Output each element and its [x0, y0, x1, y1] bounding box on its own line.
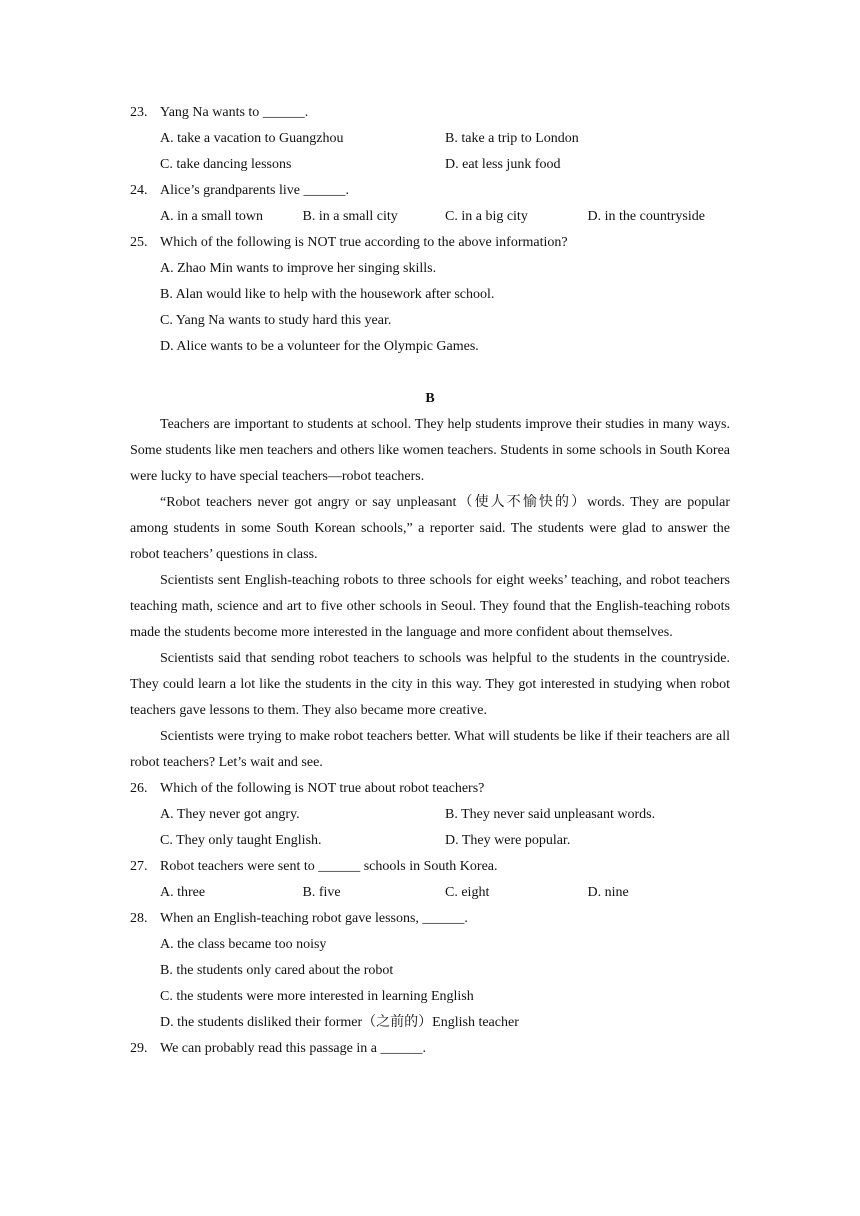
option-a: A. in a small town [160, 209, 264, 224]
option-b: B. Alan would like to help with the housework after school. [160, 287, 495, 302]
option-a: A. the class became too noisy [160, 937, 327, 952]
options-row [130, 802, 730, 828]
passage-paragraph: Teachers are important to students at school. They help students improve their studies in many ways. Some students like men teachers and others like women teachers. Students in some schools in South Korea were lucky to have special teachers—robot teachers. [130, 417, 730, 484]
question-stem: Yang Na wants to ______. [160, 105, 309, 120]
option-c: C. eight [445, 885, 490, 900]
option-c: C. take dancing lessons [160, 157, 292, 172]
option-d: D. eat less junk food [445, 157, 561, 172]
options-row [130, 880, 730, 906]
options-row [130, 828, 730, 854]
option-c: C. They only taught English. [160, 833, 322, 848]
question-29 [130, 1036, 730, 1062]
option-b: B. take a trip to London [445, 131, 579, 146]
option-c: C. Yang Na wants to study hard this year. [160, 313, 392, 328]
options-row [130, 152, 730, 178]
question-number: 25. [130, 235, 148, 250]
question-stem: When an English-teaching robot gave lessons, ______. [160, 911, 468, 926]
question-number: 27. [130, 859, 148, 874]
passage-paragraph: Scientists were trying to make robot teachers better. What will students be like if their teachers are all robot teachers? Let’s wait and see. [130, 729, 730, 770]
question-number: 29. [130, 1041, 148, 1056]
option-d: D. Alice wants to be a volunteer for the Olympic Games. [160, 339, 479, 354]
question-28 [130, 906, 730, 932]
question-number: 23. [130, 105, 148, 120]
question-25 [130, 230, 730, 256]
options-row [130, 126, 730, 152]
question-23 [130, 100, 730, 126]
option-d: D. They were popular. [445, 833, 571, 848]
question-number: 26. [130, 781, 148, 796]
option-b: B. They never said unpleasant words. [445, 807, 656, 822]
option-a: A. They never got angry. [160, 807, 300, 822]
option-d: D. the students disliked their former（之前的）English teacher [160, 1015, 519, 1030]
exam-page [130, 100, 730, 1062]
option-c: C. in a big city [445, 209, 528, 224]
section-title: B [425, 391, 435, 406]
question-stem: Alice’s grandparents live ______. [160, 183, 349, 198]
question-number: 28. [130, 911, 148, 926]
question-27 [130, 854, 730, 880]
option-a: A. take a vacation to Guangzhou [160, 131, 344, 146]
question-number: 24. [130, 183, 148, 198]
question-stem: Which of the following is NOT true about robot teachers? [160, 781, 485, 796]
passage-paragraph: Scientists sent English-teaching robots to three schools for eight weeks’ teaching, and robot teachers teaching math, science and art to five other schools in Seoul. They found that the English-teaching robots made the students become more interested in the language and more confident about themselves. [130, 573, 730, 640]
question-24 [130, 178, 730, 204]
question-stem: Robot teachers were sent to ______ schools in South Korea. [160, 859, 498, 874]
question-26 [130, 776, 730, 802]
options-row [130, 204, 730, 230]
option-b: B. in a small city [302, 209, 398, 224]
question-stem: We can probably read this passage in a ______. [160, 1041, 426, 1056]
question-stem: Which of the following is NOT true according to the above information? [160, 235, 568, 250]
passage-paragraph: “Robot teachers never got angry or say unpleasant（使人不愉快的）words. They are popular among students in some South Korean schools,” a reporter said. The students were glad to answer the robot teachers’ questions in class. [130, 495, 730, 562]
option-d: D. nine [587, 885, 629, 900]
passage-paragraph: Scientists said that sending robot teachers to schools was helpful to the students in the countryside. They could learn a lot like the students in the city in this way. They got interested in studying when robot teachers gave lessons to them. They also became more creative. [130, 651, 730, 718]
option-a: A. three [160, 885, 206, 900]
option-d: D. in the countryside [587, 209, 705, 224]
option-b: B. the students only cared about the robot [160, 963, 394, 978]
option-b: B. five [302, 885, 341, 900]
option-a: A. Zhao Min wants to improve her singing skills. [160, 261, 437, 276]
option-c: C. the students were more interested in learning English [160, 989, 474, 1004]
